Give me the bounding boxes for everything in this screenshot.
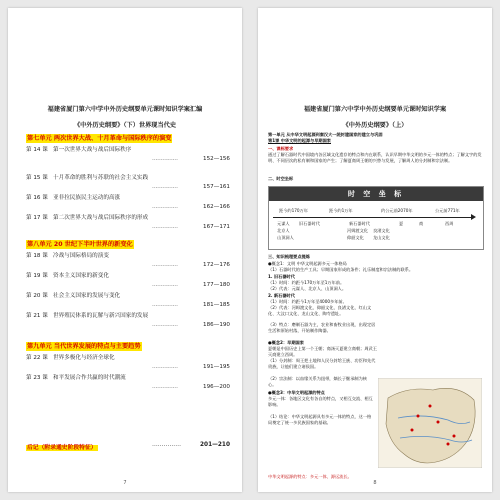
unit-heading: 第七单元 两次世界大战、十月革命与国际秩序的演变: [27, 135, 172, 142]
toc-entry[interactable]: [26, 272, 232, 290]
page-range: 172—176: [203, 262, 230, 268]
lesson-number: 第 21 课: [26, 313, 48, 319]
lesson-title: 亚非拉民族民主运动的高涨: [53, 195, 121, 201]
page-range: 191—195: [203, 364, 230, 370]
lesson-title: 资本主义国家的新变化: [53, 273, 109, 279]
leader-dots: ……………: [152, 322, 178, 328]
toc-entry[interactable]: [26, 252, 232, 270]
toc-entry[interactable]: [26, 374, 232, 392]
neolithic-sites-map: [378, 378, 482, 468]
lesson-number: 第 15 课: [26, 175, 48, 181]
timeline-label: 公元前771年: [435, 208, 460, 213]
left-page: [8, 8, 242, 492]
lesson-number: 第 20 课: [26, 293, 48, 299]
timeline-label: 西周: [445, 221, 454, 226]
right-page-title: 福建省厦门第六中学中外历史纲要单元课时知识学案: [303, 106, 447, 113]
page-range: 162—166: [203, 204, 230, 210]
leader-dots: ……………: [152, 262, 178, 268]
note-line: ●概念2：早期国家: [268, 340, 304, 345]
leader-dots: ……………: [152, 442, 181, 448]
timeline-label: 北京人: [277, 228, 290, 233]
lesson-title: 世界多极化与经济全球化: [53, 355, 115, 361]
timeline-label: 距今约1万年: [329, 208, 353, 213]
timeline-label: 山顶洞人: [277, 235, 294, 240]
page-range: 157—161: [203, 184, 230, 190]
timeline-label: 良渚文化: [373, 228, 390, 233]
postscript-entry[interactable]: [26, 442, 232, 451]
page-number: 8: [373, 480, 377, 486]
unit-heading: 第九单元 当代世界发展的特点与主要趋势: [27, 343, 141, 350]
timeline-label: 商: [419, 221, 424, 226]
lesson-title: 第二次世界大战与战后国际秩序的形成: [53, 215, 149, 221]
left-page-subtitle: 《中外历史纲要》（下）世界现当代史: [73, 122, 177, 129]
section-heading: 一、课标要求: [268, 146, 294, 151]
note-line: ●概念1：文明 中华文明起源多元一体格局: [268, 261, 347, 266]
note-line: （2）代表：河姆渡文化、仰韶文化、良渚文化、红山文化、大汶口文化、龙山文化、陶寺遗址。: [268, 305, 372, 316]
timeline-label: 河姆渡文化: [347, 228, 368, 233]
toc-entry[interactable]: [26, 174, 232, 192]
timeline-label: 距今约170万年: [279, 208, 308, 213]
timeline-box: [268, 186, 484, 250]
lesson-title: 冷战与国际格局的演变: [53, 253, 109, 259]
leader-dots: ……………: [152, 302, 178, 308]
lesson-title: 世界殖民体系的瓦解与新兴国家的发展: [53, 313, 149, 319]
note-line: 2. 新石器时代: [268, 293, 295, 298]
lesson-number: 第 14 课: [26, 147, 48, 153]
note-line: （1）结论：中华文明起源具有多元一体的特点，这一格局奠定了统一多民族国家的基础。: [268, 414, 372, 425]
unit-heading: 第一单元 从中华文明起源到秦汉大一统封建国家的建立与巩固: [268, 132, 383, 137]
note-line: ●概念3：中华文明起源的特点: [268, 390, 325, 395]
leader-dots: ……………: [152, 224, 178, 230]
note-line: （2）宗法制：以血缘关系为纽带，嫡长子继承制为核心。: [268, 376, 367, 387]
note-line: （1）时间：约距今1万年至4000多年前。: [268, 299, 347, 304]
page-range: 167—171: [203, 224, 230, 230]
timeline-label: 新石器时代: [349, 221, 370, 226]
section-heading: 三、知识梳理要点提炼: [268, 254, 310, 259]
page-range: 177—180: [203, 282, 230, 288]
lesson-number: 第 16 课: [26, 195, 48, 201]
note-line: （1）时间：约距今170万年至1万年前。: [268, 280, 345, 285]
timeline-label: 约公元前2070年: [381, 208, 413, 213]
lesson-title: 社会主义国家的发展与变化: [53, 293, 121, 299]
lesson-number: 第 23 课: [26, 375, 48, 381]
note-line: （3）特点：磨制石器为主，农业和畜牧业出现，出现定居生活和原始村落，开始制作陶器。: [268, 322, 376, 333]
lesson-title: 和平发展合作共赢的时代潮流: [53, 375, 126, 381]
page-range: 186—190: [203, 322, 230, 328]
timeline-label: 仰韶文化: [347, 235, 364, 240]
note-line: （1）石器时代的生产工具；早期国家形成的条件；礼乐制度和宗法制的联系。: [268, 267, 414, 272]
timeline-header: 时 空 坐 标: [269, 187, 483, 201]
standard-text: 通过了解石器时代中国境内各区域文化遗存的特点和内在联系，认识早期中华文明的多元一体的特点；了解文字的发明、不同层次的私有制和国家的产生；了解夏商周王朝的兴替与发展，了解周人的分封制和宗法制。: [268, 152, 482, 163]
leader-dots: ……………: [152, 364, 178, 370]
leader-dots: ……………: [152, 184, 178, 190]
toc-entry[interactable]: [26, 214, 232, 232]
left-page-title: 福建省厦门第六中学中外历史纲要单元课时知识学案汇编: [47, 106, 203, 113]
lesson-heading: 第1课 中华文明的起源与早期国家: [268, 138, 331, 143]
timeline-label: 龙山文化: [373, 235, 390, 240]
leader-dots: ……………: [152, 282, 178, 288]
toc-entry[interactable]: [26, 194, 232, 212]
unit-heading: 第八单元 20 世纪下半叶世界的新变化: [27, 241, 133, 248]
page-range: 181—185: [203, 302, 230, 308]
note-line: （1）分封制：周王把土地和人民分封给王族、功臣和先代贵族，让他们建立诸侯国。: [268, 358, 376, 369]
toc-entry[interactable]: [26, 146, 232, 164]
right-page-subtitle: 《中外历史纲要》（上）: [342, 122, 408, 129]
page-range: 201—210: [200, 442, 230, 448]
postscript-label: 后记（附录通史阶段特征）: [27, 445, 97, 451]
leader-dots: ……………: [152, 156, 178, 162]
lesson-title: 第一次世界大战与战后国际秩序: [53, 147, 132, 153]
toc-entry[interactable]: [26, 354, 232, 372]
lesson-number: 第 22 课: [26, 355, 48, 361]
lesson-number: 第 18 课: [26, 253, 48, 259]
timeline-arrow-icon: [471, 214, 476, 220]
timeline-axis: [273, 217, 473, 218]
leader-dots: ……………: [152, 204, 178, 210]
page-range: 196—200: [203, 384, 230, 390]
right-page: [258, 8, 492, 492]
lesson-number: 第 19 课: [26, 273, 48, 279]
timeline-label: 元谋人: [277, 221, 290, 226]
lesson-number: 第 17 课: [26, 215, 48, 221]
note-line: 夏朝是中国历史上第一个王朝；商汤灭夏建立商朝；周武王灭商建立西周。: [268, 346, 377, 357]
note-line: （2）代表：元谋人、北京人、山顶洞人。: [268, 286, 347, 291]
page-range: 152—156: [203, 156, 230, 162]
note-line: 1. 旧石器时代: [268, 274, 295, 279]
timeline-label: 旧石器时代: [299, 221, 320, 226]
page-number: 7: [123, 480, 127, 486]
key-point: 中华文明起源的特点：多元一体、源远流长。: [268, 474, 352, 479]
timeline-label: 夏: [399, 221, 404, 226]
lesson-title: 十月革命的胜利与苏联的社会主义实践: [53, 175, 149, 181]
section-heading: 二、时空坐标: [268, 176, 294, 181]
leader-dots: ……………: [152, 384, 178, 390]
toc-entry[interactable]: [26, 312, 232, 330]
toc-entry[interactable]: [26, 292, 232, 310]
note-line: 多元一体：各地区文化有各自的特点，又相互交流、相互影响。: [268, 396, 373, 407]
